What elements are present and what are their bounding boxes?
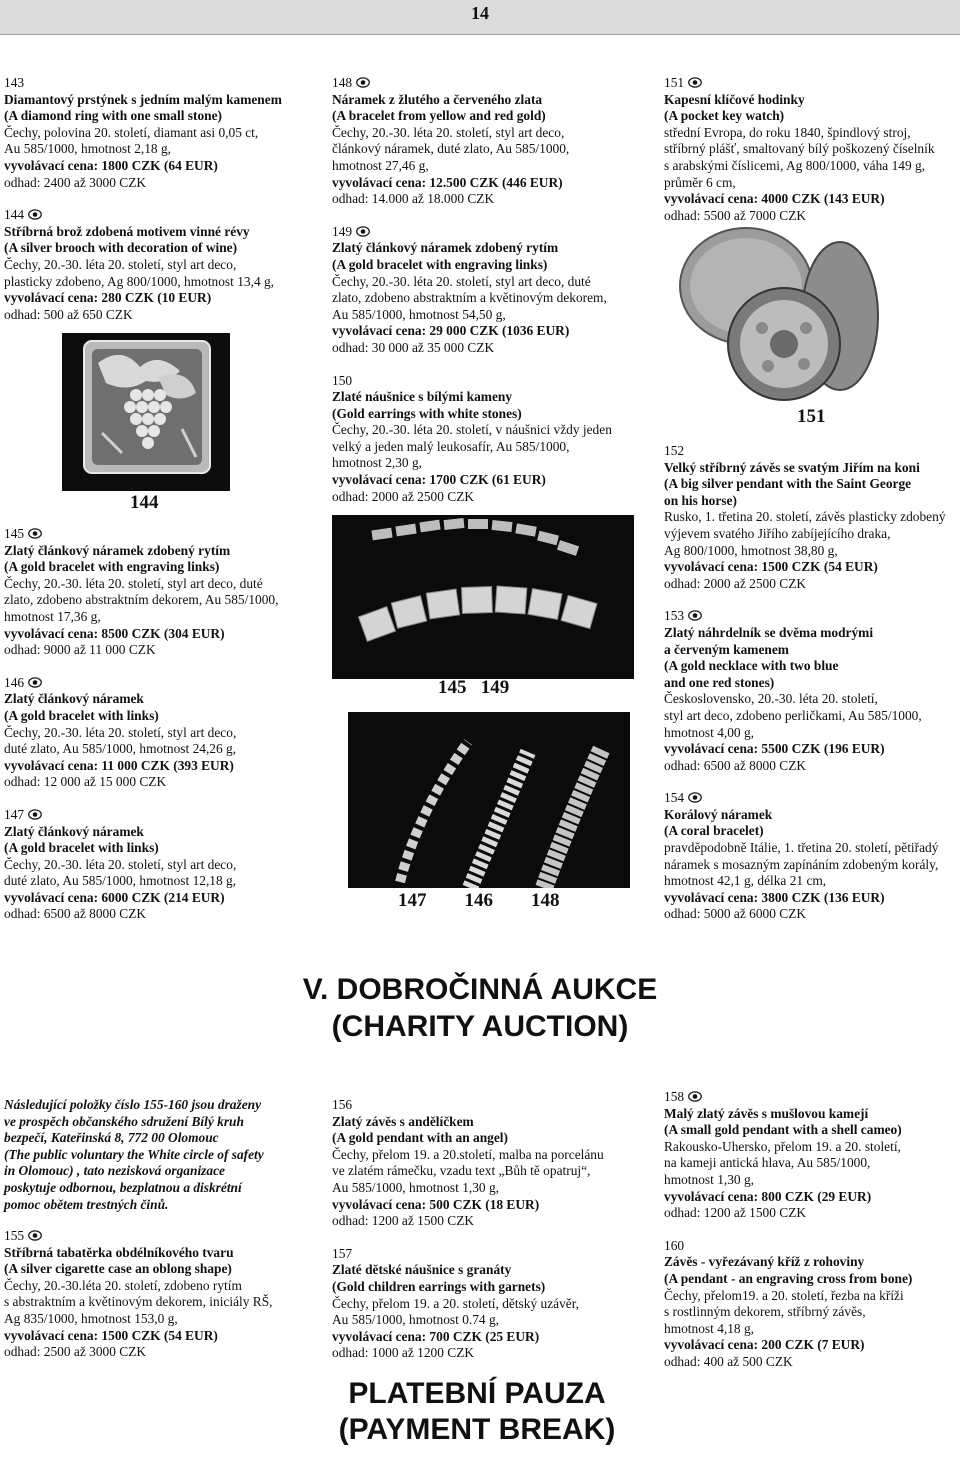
lot-text-line: velký a jeden malý leukosafír, Au 585/1000, [332, 438, 570, 454]
lot-text-line: odhad: 400 až 500 CZK [664, 1353, 793, 1369]
lot-bold-line: on his horse) [664, 492, 737, 508]
lot-text-line: hmotnost 1,30 g, [664, 1171, 755, 1187]
lot-text-line: zlato, zdobeno abstraktním a květinovým dekorem, [332, 290, 607, 306]
caption-145-149: 145 149 [438, 677, 510, 698]
photo-144-brooch [62, 333, 230, 491]
note-line: pomoc obětem trestných činů. [4, 1196, 169, 1212]
lot-text-line: odhad: 30 000 až 35 000 CZK [332, 339, 495, 355]
lot-text-line: hmotnost 42,1 g, délka 21 cm, [664, 873, 827, 889]
photo-eye-icon [28, 209, 42, 220]
lot-bold-line: (A gold bracelet with links) [4, 840, 159, 856]
lot-entry [4, 807, 316, 923]
photo-eye-icon [688, 792, 702, 803]
lot-bold-line: (A diamond ring with one small stone) [4, 108, 222, 124]
lot-text-line: odhad: 1000 až 1200 CZK [332, 1345, 475, 1361]
lot-number: 149 [332, 223, 353, 239]
lot-text-line: průměr 6 cm, [664, 174, 736, 190]
lot-text-line: odhad: 6500 až 8000 CZK [664, 757, 807, 773]
photo-eye-icon [688, 77, 702, 88]
lot-number: 160 [664, 1237, 685, 1253]
lot-text-line: ve zlatém rámečku, vzadu text „Bůh tě opatruj“, [332, 1163, 591, 1179]
photo-eye-icon [688, 1091, 702, 1102]
lot-text-line: odhad: 2000 až 2500 CZK [332, 488, 475, 504]
lot-text-line: odhad: 5500 až 7000 CZK [664, 207, 807, 223]
lot-entry [4, 207, 316, 323]
lot-bold-line: vyvolávací cena: 12.500 CZK (446 EUR) [332, 174, 563, 190]
lot-bold-line: vyvolávací cena: 500 CZK (18 EUR) [332, 1196, 540, 1212]
lot-text-line: Ag 800/1000, hmotnost 38,80 g, [664, 542, 838, 558]
caption-144: 144 [130, 492, 159, 513]
lot-bold-line: (A gold bracelet with links) [4, 707, 159, 723]
lot-bold-line: (Gold children earrings with garnets) [332, 1278, 546, 1294]
column-3-bottom [664, 1089, 956, 1387]
payment-break-line-1: PLATEBNÍ PAUZA [348, 1377, 606, 1410]
note-line: poskytuje odbornou, bezplatnou a diskrétní [4, 1179, 242, 1195]
page-number: 14 [471, 3, 489, 23]
lot-bold-line: (Gold earrings with white stones) [332, 405, 522, 421]
lot-text-line: hmotnost 4,00 g, [664, 724, 755, 740]
lot-bold-line: vyvolávací cena: 29 000 CZK (1036 EUR) [332, 323, 570, 339]
lot-bold-line: (A gold pendant with an angel) [332, 1130, 508, 1146]
lot-entry [664, 790, 956, 923]
lot-bold-line: and one red stones) [664, 674, 775, 690]
lot-bold-line: (A gold bracelet with engraving links) [4, 559, 220, 575]
lot-number: 143 [4, 75, 25, 90]
lot-bold-line: vyvolávací cena: 280 CZK (10 EUR) [4, 290, 212, 306]
lot-number: 145 [4, 526, 25, 541]
lot-text-line: výjevem svatého Jiřího zabíjejícího draka, [664, 525, 891, 541]
note-line: in Olomouc) , tato nezisková organizace [4, 1163, 225, 1179]
lot-text-line: Ag 835/1000, hmotnost 153,0 g, [4, 1310, 178, 1326]
lot-bold-line: (A coral bracelet) [664, 823, 764, 839]
lot-number: 154 [664, 790, 685, 806]
section-title-line-2: (CHARITY AUCTION) [331, 1010, 629, 1043]
photo-eye-icon [356, 77, 370, 88]
lot-text-line: Čechy, 20.-30. léta 20. století, v náušnici vždy jeden [332, 422, 612, 438]
lot-text-line: Čechy, 20.-30. léta 20. století, styl art deco, [4, 256, 237, 272]
lot-bold-line: Stříbrná brož zdobená motivem vinné révy [4, 223, 250, 239]
lot-text-line: Au 585/1000, hmotnost 1,30 g, [332, 1179, 500, 1195]
lot-bold-line: Zlatý článkový náramek zdobený rytím [332, 240, 559, 256]
lot-entry [664, 608, 956, 774]
photo-147-146-148-bracelets [348, 712, 630, 888]
lot-number: 156 [332, 1097, 353, 1112]
lot-text-line: duté zlato, Au 585/1000, hmotnost 12,18 g, [4, 873, 237, 889]
lot-text-line: Čechy, 20.-30. léta 20. století, styl art deco, [4, 724, 237, 740]
lot-entry [332, 373, 648, 506]
lot-entry [664, 1089, 956, 1222]
lot-text-line: na kameji antická hlava, Au 585/1000, [664, 1155, 871, 1171]
note-line: bezpečí, Kateřinská 8, 772 00 Olomouc [4, 1130, 219, 1146]
lot-bold-line: vyvolávací cena: 1500 CZK (54 EUR) [4, 1327, 218, 1343]
lot-number: 155 [4, 1228, 25, 1243]
lot-bold-line: (A gold necklace with two blue [664, 658, 839, 674]
section-title-line-1: V. DOBROČINNÁ AUKCE [302, 973, 658, 1006]
note-line: ve prospěch občanského sdružení Bílý kruh [4, 1113, 244, 1129]
lot-bold-line: Kapesní klíčové hodinky [664, 91, 805, 107]
lot-bold-line: Stříbrná tabatěrka obdélníkového tvaru [4, 1244, 234, 1260]
lot-text-line: s rostlinným dekorem, stříbrný závěs, [664, 1304, 866, 1320]
lot-bold-line: vyvolávací cena: 4000 CZK (143 EUR) [664, 191, 885, 207]
lot-text-line: hmotnost 2,30 g, [332, 455, 423, 471]
lot-bold-line: Velký stříbrný závěs se svatým Jiřím na koni [664, 459, 920, 475]
lot-text-line: odhad: 12 000 až 15 000 CZK [4, 774, 167, 790]
lot-bold-line: Zlatý článkový náramek [4, 823, 144, 839]
lot-text-line: Čechy, 20.-30. léta 20. století, styl art deco, duté [332, 273, 591, 289]
lot-text-line: Československo, 20.-30. léta 20. století, [664, 691, 878, 707]
lot-text-line: Čechy, přelom 19. a 20.století, malba na porcelánu [332, 1146, 604, 1162]
lot-text-line: hmotnost 27,46 g, [332, 157, 429, 173]
three-bracelets-image [348, 712, 630, 888]
lot-bold-line: Zlatý závěs s andělíčkem [332, 1113, 474, 1129]
lot-text-line: hmotnost 4,18 g, [664, 1320, 755, 1336]
lot-entry [664, 1238, 956, 1371]
lot-entry [332, 1246, 648, 1362]
lot-text-line: Čechy, 20.-30. léta 20. století, styl art deco, [4, 856, 237, 872]
lot-bold-line: Diamantový prstýnek s jedním malým kamenem [4, 91, 282, 107]
photo-eye-icon [28, 677, 42, 688]
lot-entry [4, 526, 316, 659]
lot-bold-line: vyvolávací cena: 1500 CZK (54 EUR) [664, 559, 878, 575]
lot-bold-line: vyvolávací cena: 8500 CZK (304 EUR) [4, 625, 225, 641]
column-1-middle [4, 526, 316, 939]
photo-145-149-bracelets [332, 515, 634, 679]
lot-text-line: Čechy, 20.-30.léta 20. století, zdobeno rytím [4, 1277, 242, 1293]
column-3-top [664, 75, 956, 240]
lot-entry [332, 224, 648, 357]
lot-text-line: odhad: 500 až 650 CZK [4, 306, 133, 322]
lot-text-line: styl art deco, zdobeno perličkami, Au 585/1000, [664, 707, 922, 723]
column-2-top [332, 75, 648, 521]
lot-bold-line: vyvolávací cena: 11 000 CZK (393 EUR) [4, 757, 234, 773]
lot-number: 158 [664, 1089, 685, 1104]
lot-text-line: odhad: 2000 až 2500 CZK [664, 575, 807, 591]
lot-text-line: Au 585/1000, hmotnost 0.74 g, [332, 1312, 500, 1328]
photo-eye-icon [28, 528, 42, 539]
lot-text-line: zlato, zdobeno abstraktním dekorem, Au 585/1000, [4, 592, 279, 608]
column-3-middle [664, 443, 956, 939]
lot-entry [664, 75, 956, 224]
lot-text-line: pravděpodobně Itálie, 1. třetina 20. století, pětiřadý [664, 840, 939, 856]
lot-bold-line: vyvolávací cena: 3800 CZK (136 EUR) [664, 889, 885, 905]
lot-text-line: plasticky zdobeno, Ag 800/1000, hmotnost 13,4 g, [4, 273, 275, 289]
photo-eye-icon [356, 226, 370, 237]
brooch-image [62, 333, 230, 491]
pocket-watch-image [664, 224, 882, 402]
photo-eye-icon [28, 809, 42, 820]
lot-bold-line: Malý zlatý závěs s mušlovou kamejí [664, 1105, 869, 1121]
lot-entry [664, 443, 956, 592]
lot-bold-line: (A silver brooch with decoration of wine) [4, 240, 238, 256]
lot-bold-line: (A pendant - an engraving cross from bone) [664, 1270, 913, 1286]
lot-bold-line: a červeným kamenem [664, 641, 789, 657]
lot-bold-line: (A gold bracelet with engraving links) [332, 256, 548, 272]
lot-text-line: Čechy, polovina 20. století, diamant asi 0,05 ct, [4, 124, 259, 140]
lot-text-line: odhad: 1200 až 1500 CZK [332, 1213, 475, 1229]
lot-entry [332, 1097, 648, 1230]
lot-text-line: duté zlato, Au 585/1000, hmotnost 24,26 g, [4, 741, 237, 757]
lot-text-line: odhad: 1200 až 1500 CZK [664, 1205, 807, 1221]
lot-text-line: Čechy, přelom19. a 20. století, řezba na kříži [664, 1287, 904, 1303]
lot-bold-line: vyvolávací cena: 700 CZK (25 EUR) [332, 1328, 540, 1344]
lot-text-line: Čechy, přelom 19. a 20. století, dětský uzávěr, [332, 1295, 579, 1311]
lot-text-line: odhad: 5000 až 6000 CZK [664, 906, 807, 922]
note-line: (The public voluntary the White circle of safety [4, 1146, 264, 1162]
lot-text-line: hmotnost 17,36 g, [4, 608, 101, 624]
lot-bold-line: Zlaté dětské náušnice s granáty [332, 1262, 512, 1278]
column-2-bottom [332, 1097, 648, 1378]
lot-bold-line: vyvolávací cena: 800 CZK (29 EUR) [664, 1188, 872, 1204]
lot-text-line: náramek s mosazným zapínáním zdobeným korály, [664, 856, 939, 872]
lot-text-line: odhad: 14.000 až 18.000 CZK [332, 191, 495, 207]
lot-number: 152 [664, 443, 685, 458]
lot-text-line: odhad: 2500 až 3000 CZK [4, 1344, 147, 1360]
lot-text-line: Rusko, 1. třetina 20. století, závěs plasticky zdobený [664, 509, 946, 525]
lot-text-line: střední Evropa, do roku 1840, špindlový stroj, [664, 124, 911, 140]
lot-text-line: s arabskými číslicemi, Ag 800/1000, váha 149 g, [664, 157, 926, 173]
lot-bold-line: Zlatý článkový náramek zdobený rytím [4, 542, 231, 558]
lot-number: 147 [4, 806, 25, 822]
column-1-bottom [4, 1228, 316, 1377]
lot-bold-line: Závěs - vyřezávaný kříž z rohoviny [664, 1254, 865, 1270]
lot-text-line: s abstraktním a květinovým dekorem, iniciály RŠ, [4, 1294, 273, 1310]
lot-entry [4, 1228, 316, 1361]
lot-entry [4, 75, 316, 191]
lot-text-line: článkový náramek, duté zlato, Au 585/1000, [332, 141, 570, 157]
lot-bold-line: Náramek z žlutého a červeného zlata [332, 91, 543, 107]
column-1-top [4, 75, 316, 339]
lot-bold-line: Zlatý článkový náramek [4, 691, 144, 707]
lot-text-line: odhad: 2400 až 3000 CZK [4, 174, 147, 190]
photo-eye-icon [688, 610, 702, 621]
charity-note [4, 1097, 316, 1229]
lot-text-line: stříbrný plášť, smaltovaný bílý poškozený číselník [664, 141, 935, 157]
lot-text-line: Au 585/1000, hmotnost 54,50 g, [332, 306, 506, 322]
bracelets-image [332, 515, 634, 679]
photo-eye-icon [28, 1230, 42, 1241]
payment-break-line-2: (PAYMENT BREAK) [338, 1413, 616, 1446]
lot-bold-line: Zlatý náhrdelník se dvěma modrými [664, 624, 874, 640]
lot-bold-line: (A bracelet from yellow and red gold) [332, 108, 546, 124]
lot-bold-line: (A silver cigarette case an oblong shape) [4, 1261, 232, 1277]
lot-bold-line: Korálový náramek [664, 806, 773, 822]
lot-number: 157 [332, 1245, 353, 1261]
photo-151-pocket-watch [664, 224, 882, 402]
lot-number: 151 [664, 75, 685, 90]
lot-bold-line: (A big silver pendant with the Saint George [664, 476, 912, 492]
lot-text-line: Čechy, 20.-30. léta 20. století, styl art deco, [332, 124, 565, 140]
lot-text-line: odhad: 9000 až 11 000 CZK [4, 642, 156, 658]
lot-bold-line: (A pocket key watch) [664, 108, 785, 124]
lot-bold-line: vyvolávací cena: 200 CZK (7 EUR) [664, 1337, 865, 1353]
lot-entry [332, 75, 648, 208]
caption-147-146-148: 147 146 148 [398, 890, 560, 911]
note-line: Následující položky číslo 155-160 jsou draženy [4, 1097, 262, 1112]
lot-number: 146 [4, 674, 25, 690]
lot-text-line: Rakousko-Uhersko, přelom 19. a 20. století, [664, 1138, 901, 1154]
lot-number: 150 [332, 372, 353, 388]
lot-number: 144 [4, 207, 25, 223]
lot-bold-line: vyvolávací cena: 1800 CZK (64 EUR) [4, 157, 218, 173]
lot-number: 148 [332, 75, 353, 90]
lot-bold-line: (A small gold pendant with a shell cameo) [664, 1122, 902, 1138]
lot-number: 153 [664, 608, 685, 624]
lot-bold-line: vyvolávací cena: 5500 CZK (196 EUR) [664, 741, 885, 757]
lot-bold-line: Zlaté náušnice s bílými kameny [332, 389, 513, 405]
caption-151: 151 [797, 406, 826, 427]
lot-text-line: Au 585/1000, hmotnost 2,18 g, [4, 141, 172, 157]
lot-bold-line: vyvolávací cena: 6000 CZK (214 EUR) [4, 889, 225, 905]
lot-text-line: Čechy, 20.-30. léta 20. století, styl art deco, duté [4, 575, 263, 591]
lot-entry [4, 675, 316, 791]
lot-bold-line: vyvolávací cena: 1700 CZK (61 EUR) [332, 472, 546, 488]
lot-text-line: odhad: 6500 až 8000 CZK [4, 906, 147, 922]
